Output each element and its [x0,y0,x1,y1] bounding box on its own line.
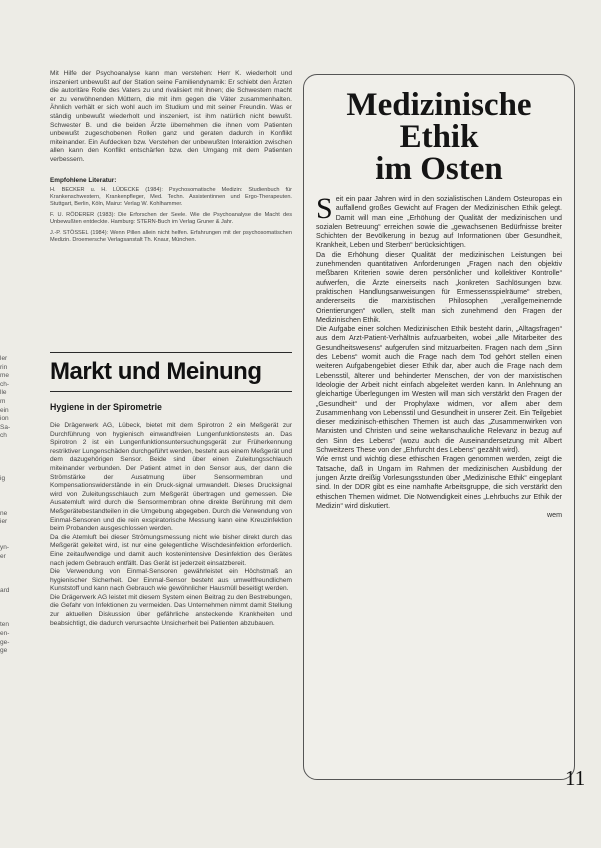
box-title-line: Ethik [399,119,479,155]
bleed-fragment: ion [0,415,9,423]
box-title-line: Medizinische [346,87,532,123]
bleed-fragment [0,450,22,459]
box-signature: wem [547,511,562,520]
bleed-fragment [0,656,22,665]
box-title-line: im Osten [375,151,503,187]
markt-article [50,402,292,628]
markt-paragraph: Die Drägerwerk AG, Lübeck, bietet mit dem Spirotron 2 ein Meßgerät zur Durchführung von hygienisch einwandfreien Lungenfunktionstests an. Das Spirotron 2 ist ein Lungenfunktionsuntersuchungsgerät zur Früherkennung restriktiver Lungenschäden durchgeführt werden, besteht aus einem Meßgerät und dem dazugehörigen Sensor. Beide sind über einen Zuleitungsschlauch miteinander verbunden. Der Patient atmet in den Sensor aus, der dann die Strömstärke der Ausatmung über Sensormembran und Kompensationswiderstände in ein Druck-signal umwandelt. Dieses Drucksignal wird von Zuleitungsschlauch zum Meßgerät übertragen und gemessen. Die Ausatemluft wird durch die Sensormembran ohne direkte Berührung mit dem Meßgerätebestandteilen in die Umgebung abgegeben. Durch die Verwendung von Einmal-Sensoren und die rein exspiratorische Messung kann eine Kreuzinfektion beim Probanden ausgeschlossen werden. [50,422,292,533]
bleed-fragment: ten [0,621,10,629]
markt-paragraph: Die Verwendung von Einmal-Sensoren gewährleistet ein Höchstmaß an hygienischer Sicherheit. Der Einmal-Sensor besteht aus umweltfreundlichem Kunststoff und kann nach Gebrauch wie gewöhnlicher Hausmüll beseitigt werden. [50,568,292,593]
box-body [316,192,562,520]
bleed-fragment: ier [0,518,8,526]
bleed-fragment: er [0,552,6,560]
bleed-fragment [0,493,22,502]
box-paragraph: Wie ernst und wichtig diese ethischen Fragen genommen werden, zeigt die Tatsache, daß in Ungarn im Rahmen der medizinischen Ausbildung der jungen Ärzte dreißig Vorlesungsstunden über „Medizinische Ethik“ eingeplant sind. In der DDR gibt es eine namhafte Arbeitsgruppe, die sich verstärkt den ethischen Themen widmet. Die Notwendigkeit eines „Lehrbuchs zur Ethik der Medizin“ wird diskutiert. [316,455,562,510]
box-paragraph: Da die Erhöhung dieser Qualität der medizinischen Leistungen bei zunehmenden quantitativen Anforderungen „Fragen nach den objektiv meßbaren Kriterien sowie deren persönlicher und kollektiver Kontrolle“ aufwerfen, die Ärzte einerseits nach „konkreten Sachlösungen bzw. praktischen Handlungsanweisungen für Ermessensspielräume“ streben, andererseits die marxistischen Philosophen „verallgemeinernde Orientierungen“ wollen, stellt man sich zunehmend den Fragen der Medizinischen Ethik. [316,250,562,324]
bleed-fragment [0,578,22,587]
bleed-fragment: ard [0,587,10,595]
bleed-fragment [0,664,22,673]
reference-item: F. U. RÖDERER (1983): Die Erforschen der Seele. Wie die Psychoanalyse die Macht des Unbewußten entdeckte. Hamburg: STERN-Buch im Verlag Gruner & Jahr. [50,211,292,226]
bleed-fragment: ig [0,475,6,483]
bleed-fragment [0,613,22,622]
bleed-fragment [0,596,22,605]
references-title: Empfohlene Literatur: [50,176,117,184]
bleed-fragment [0,673,22,682]
bleed-fragment [0,501,22,510]
box-paragraph-text: eit ein paar Jahren wird in den sozialistischen Ländern Osteuropas ein auffallend großes Gewicht auf Fragen der Medizinischen Ethik gelegt. Damit will man eine „Erhöhung der Qualität der medizinischen und sozialen Betreuung“ erreichen sowie die „gewachsenen Bedürfnisse breiter Schichten der Bevölkerung in bezug auf Informationen über Gesundheit, Krankheit, Leben und Sterben“ berücksichtigen. [316,195,562,250]
section-title: Markt und Meinung [50,358,262,385]
bleed-fragment: me [0,372,10,380]
bleed-fragment: ch [0,432,7,440]
bleed-fragment: ler [0,355,8,362]
bleed-fragment [0,561,22,570]
box-paragraph: Die Aufgabe einer solchen Medizinischen Ethik besteht darin, „Alltagsfragen“ aus dem Arzt-Patient-Verhältnis aufzuarbeiten, wobei „alle Mitarbeiter des Gesundheitswesens“ aufgerufen sind mitzuarbeiten. Fragen nach dem „Sinn des Lebens“ womit auch die Frage nach dem Tod gehört stellen einen weiteren Aufgabengebiet dieser Ethik dar, aber auch die Frage nach dem Lebensstil, älterer und behinderter Menschen, der von der marxistischen Ideologie der Arbeit nicht einfach abgeleitet werden kann. In Anlehnung an gleichartige Überlegungen im Westen will man sich verstärkt den Fragen der „Gesundheit“ und der Prophylaxe widmen, vor allem aber dem Zusammenhang von Lebensstil und Gesundheit in unserer Zeit. Ein Teilgebiet dieser medizinisch-ethischen Themen ist auch das „Zusammenwirken von Marxisten und Christen und seine weltanschauliche Relevanz in bezug auf den Sinn des Lebens“ (wozu auch die Auseinandersetzung mit Albert Schweitzers These von der „Ehrfurcht des Lebens“ gezählt wird). [316,325,562,455]
bleed-fragment: en- [0,630,10,637]
bleed-fragment: ge [0,647,8,655]
left-column-top [50,70,292,247]
bleed-fragment [0,467,22,476]
drop-cap: S [316,192,333,225]
bleed-fragment [0,570,22,579]
bleed-fragment [0,535,22,544]
bleed-fragment [0,484,22,493]
bleed-fragment: lle [0,389,7,397]
markt-paragraph: Die Drägerwerk AG leistet mit diesem System einen Beitrag zu den Bestrebungen, die Gefahr von Infektionen zu vermeiden. Das Unternehmen nimmt damit Stellung zur aktuellen Diskussion über gefährliche ansteckende Krankheiten und beabsichtigt, die dadurch verursachte Unsicherheit bei Patienten abzubauen. [50,593,292,627]
bleed-fragment [0,441,22,450]
bleed-fragment [0,527,22,536]
reference-item: J.-P. STÖSSEL (1984): Wenn Pillen allein nicht helfen. Erfahrungen mit der psychosomatischen Medizin. Droemersche Verlagsanstalt Th. Knaur, München. [50,229,292,243]
bleed-fragment: ne [0,509,8,517]
article-subtitle: Hygiene in der Spirometrie [50,402,162,412]
bleed-fragment [0,458,22,467]
bleed-fragment: ge- [0,638,10,646]
bleed-fragment: rin [0,363,8,371]
bleed-fragment [0,682,22,691]
markt-paragraph: Da die Atemluft bei dieser Strömungsmessung nicht wie bisher direkt durch das Meßgerät geleitet wird, ist nur eine gelegentliche Wischdesinfektion erforderlich. Eine zeitaufwendige und damit auch kostenintensive Desinfektion des Gerätes nach jedem Gebrauch entfällt. Das Gerät ist jederzeit einsatzbereit. [50,533,292,567]
reference-item: H. BECKER u. H. LÜDECKE (1984): Psychosomatische Medizin: Studienbuch für Krankenschwestern, Krankenpfleger, Med. Techn. Assistentinnen und Ergo-Therapeuten. Stuttgart, Berlin, Köln, Mainz: Verlag W. Kohlhammer. [50,186,292,208]
bleed-fragment: ch- [0,380,10,388]
section-rule-bottom [50,391,292,392]
left-top-paragraph: Mit Hilfe der Psychoanalyse kann man verstehen: Herr K. wiederholt und inszeniert unbewußt auf der Station seine Familiendynamik: Er schiebt den Ärzten die autoritäre Rolle des Vaters zu und rivalisiert mit ihnen; die Schwestern macht er zu verwöhnenden Müttern, die mit ihm gegen die Väter zusammenhalten. Ähnlich verhält er sich wohl auch im Studium und mit seiner Freundin. Was er ständig unbewußt wiederholt und inszeniert, ist ihm natürlich nicht bewußt. Schwester B. und die beiden Ärzte übernehmen die ihnen vom Patienten unbewußt zugeschobenen Rollen ganz und geraten dadurch in Konflikt miteinander. Ein Aufdecken bzw. Verstehen der unbewußten Interaktion zwischen allen kann den Konflikt entschärfen bzw. den Umgang mit dem Patienten verbessern. [50,70,292,163]
bleed-fragment: m [0,397,6,405]
bleed-fragment [0,604,22,613]
bleed-fragment: yn- [0,544,10,552]
box-paragraph-first [316,192,562,251]
bleed-fragment: ein [0,406,9,414]
bleed-fragment: Sa- [0,423,11,431]
box-title [304,89,574,185]
section-rule-top [50,352,292,353]
ethik-box [303,74,575,780]
page-number: 11 [565,766,586,790]
left-margin-bleed [0,355,22,690]
